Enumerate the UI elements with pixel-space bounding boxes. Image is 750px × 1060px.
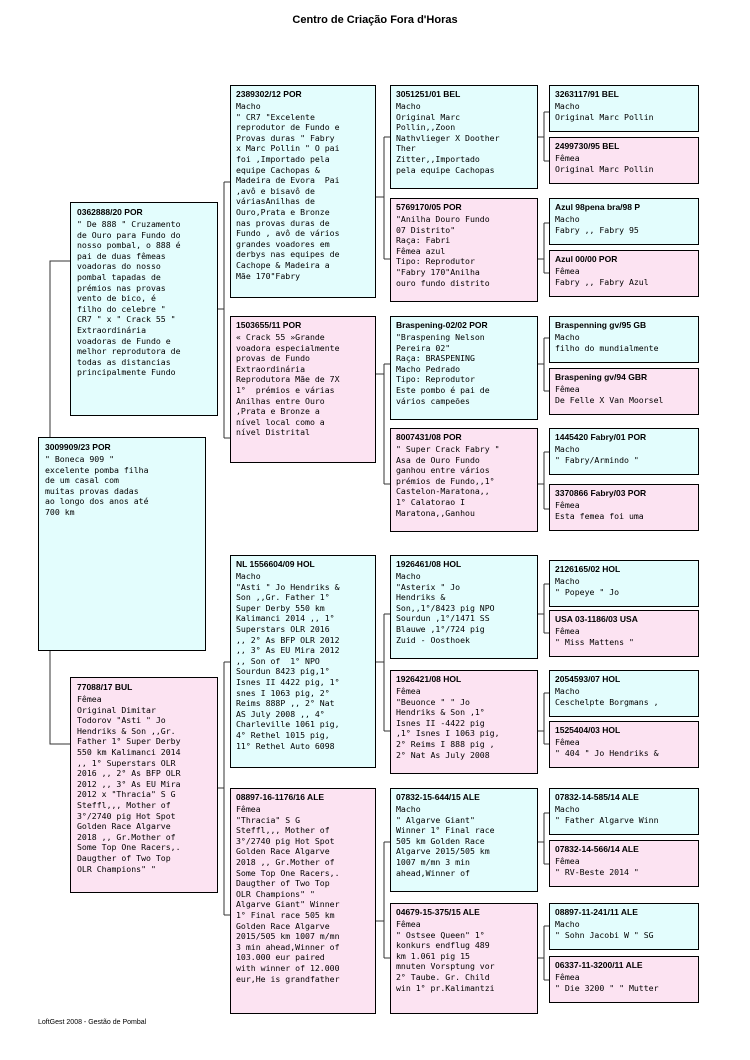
ring-number: 1503655/11 POR (236, 320, 302, 330)
pedigree-card-gen4 (549, 560, 699, 607)
pedigree-card-gen4 (549, 788, 699, 835)
ring-number: 1926421/08 HOL (396, 674, 462, 684)
bird-description: « Crack 55 »Grande voadora especialmente provas de Fundo Extraordinária Reprodutora Mãe de 7X 1° prémios e várias Anilhas entre Ouro ,Prata e Bronze a nível local como a nível Distrital (236, 332, 340, 438)
page-title: Centro de Criação Fora d'Horas (292, 14, 458, 26)
pedigree-card-gen4 (549, 368, 699, 415)
ring-number: 2389302/12 POR (236, 89, 302, 99)
ring-number: 3263117/91 BEL (555, 89, 619, 99)
ring-number: 06337-11-3200/11 ALE (555, 960, 643, 970)
footer-credit: LoftGest 2008 - Gestão de Pombal (38, 1019, 147, 1026)
bird-description: Macho " CR7 "Excelente reprodutor de Fundo e Provas duras " Fabry x Marc Pollin " O pai foi ,Importado pela equipe Cachopas & Madeira de Evora Pai ,avô e bisavô de váriasAnilhas de Ouro,Prata e Bronze nas provas duras de Fundo , avô de vários grandes voadores em derbys nas equipes de Cachope & Madeira a Mãe 170"Fabry (236, 101, 340, 281)
bird-description: " De 888 " Cruzamento de Ouro para Fundo do nosso pombal, o 888 é pai de duas fêmeas voadoras do nosso pombal tapadas de prémios nas provas vento de bico, é filho do celebre " CR7 " x " Crack 55 " Extraordinária voadoras de Fundo e melhor reprodutora de todas as distancias principalmente Fundo (77, 219, 181, 378)
bird-description: Fêmea " Die 3200 " " Mutter (555, 972, 659, 993)
bird-description: Fêmea De Felle X Van Moorsel (555, 384, 664, 405)
pedigree-card-gen3 (390, 316, 538, 420)
ring-number: 07832-14-566/14 ALE (555, 844, 639, 854)
bird-description: "Braspening Nelson Pereira 02" Raça: BRASPENING Macho Pedrado Tipo: Reprodutor Este pombo é pai de vários campeões (396, 332, 490, 406)
pedigree-card-gen4 (549, 250, 699, 297)
bird-description: Fêmea " 404 " Jo Hendriks & (555, 737, 659, 758)
ring-number: 08897-16-1176/16 ALE (236, 792, 325, 802)
pedigree-card-dam-sire (230, 555, 376, 768)
bird-description: Fêmea Original Dimitar Todorov "Asti " Jo Hendriks & Son ,,Gr. Father 1° Super Derby 550 km Kalimanci 2014 ,, 1° Superstars OLR 2016 ,, 2° As BFP OLR 2012 ,, 3° As EU Mira 2012 x "Thracia" S G Steffl,,, Mother of 3°/2740 pig Hot Spot Golden Race Algarve 2018 ,, Gr.Mother of Some Top One Racers,. Daugther of Two Top OLR Champions" " (77, 694, 181, 874)
pedigree-card-gen3 (390, 555, 538, 659)
ring-number: 3051251/01 BEL (396, 89, 461, 99)
ring-number: 3009909/23 POR (45, 442, 111, 452)
ring-number: 0362888/20 POR (77, 207, 143, 217)
ring-number: 8007431/08 POR (396, 432, 462, 442)
pedigree-card-subject (38, 437, 206, 651)
bird-description: Macho Fabry ,, Fabry 95 (555, 214, 639, 235)
pedigree-card-sire-dam (230, 316, 376, 463)
ring-number: Azul 00/00 POR (555, 254, 618, 264)
pedigree-card-gen4 (549, 840, 699, 887)
pedigree-card-gen4 (549, 484, 699, 531)
bird-description: "Anilha Douro Fundo 07 Distrito" Raça: Fabri Fêmea azul Tipo: Reprodutor "Fabry 170"Anilha ouro fundo distrito (396, 214, 490, 288)
ring-number: Braspening gv/94 GBR (555, 372, 648, 382)
ring-number: Braspenning gv/95 GB (555, 320, 647, 330)
ring-number: 2054593/07 HOL (555, 674, 621, 684)
bird-description: Macho " Sohn Jacobi W " SG (555, 919, 654, 940)
pedigree-card-gen3 (390, 670, 538, 774)
bird-description: Macho Original Marc Pollin,,Zoon Nathvlieger X Doother Ther Zitter,,Importado pela equipe Cachopas (396, 101, 500, 175)
bird-description: Macho "Asti " Jo Hendriks & Son ,,Gr. Father 1° Super Derby 550 km Kalimanci 2014 ,, 1° Superstars OLR 2016 ,, 2° As BFP OLR 2012 ,, 3° As EU Mira 2012 ,, Son of 1° NPO Sourdun 8423 pig,1° Isnes II 4422 pig, 1° snes I 1063 pig, 2° Reims 888P ,, 2° Nat AS July 2008 ,, 4° Charleville 1061 pig, 4° Rethel 1015 pig, 11° Rethel Auto 6098 (236, 571, 340, 751)
pedigree-card-gen4 (549, 428, 699, 475)
ring-number: Braspening-02/02 POR (396, 320, 488, 330)
pedigree-card-gen3 (390, 788, 538, 892)
bird-description: Fêmea Fabry ,, Fabry Azul (555, 266, 649, 287)
pedigree-card-gen4 (549, 903, 699, 950)
ring-number: 1525404/03 HOL (555, 725, 621, 735)
bird-description: Macho " Fabry/Armindo " (555, 444, 639, 465)
pedigree-card-gen4 (549, 85, 699, 132)
ring-number: 1926461/08 HOL (396, 559, 462, 569)
pedigree-card-sire (70, 202, 218, 416)
pedigree-card-dam-dam (230, 788, 376, 1014)
pedigree-card-gen4 (549, 721, 699, 768)
bird-description: Fêmea Original Marc Pollin (555, 153, 654, 174)
ring-number: 04679-15-375/15 ALE (396, 907, 480, 917)
pedigree-card-gen3 (390, 198, 538, 302)
ring-number: USA 03-1186/03 USA (555, 614, 638, 624)
ring-number: 07832-14-585/14 ALE (555, 792, 639, 802)
ring-number: 08897-11-241/11 ALE (555, 907, 638, 917)
ring-number: 5769170/05 POR (396, 202, 462, 212)
ring-number: NL 1556604/09 HOL (236, 559, 315, 569)
pedigree-card-gen4 (549, 670, 699, 717)
bird-description: Macho " Algarve Giant" Winner 1° Final race 505 km Golden Race Algarve 2015/505 km 1007 m/mn 3 min ahead,Winner of (396, 804, 495, 878)
bird-description: Macho filho do mundialmente (555, 332, 659, 353)
pedigree-card-gen4 (549, 956, 699, 1003)
pedigree-card-gen4 (549, 610, 699, 657)
bird-description: Macho " Father Algarve Winn (555, 804, 659, 825)
bird-description: " Super Crack Fabry " Asa de Ouro Fundo ganhou entre vários prémios de Fundo,,1° Castelon-Maratona,, 1° Calatorao I Maratona,,Ganhou (396, 444, 500, 518)
ring-number: 2126165/02 HOL (555, 564, 621, 574)
ring-number: 07832-15-644/15 ALE (396, 792, 480, 802)
bird-description: Macho Original Marc Pollin (555, 101, 654, 122)
bird-description: Fêmea " Ostsee Queen" 1° konkurs endflug 489 km 1.061 pig 15 mnuten Vorsptung vor 2° Taube. Gr. Child win 1° pr.Kalimantzi (396, 919, 495, 993)
pedigree-card-sire-sire (230, 85, 376, 298)
bird-description: Macho Ceschelpte Borgmans , (555, 686, 659, 707)
bird-description: Fêmea " RV-Beste 2014 " (555, 856, 639, 877)
pedigree-card-gen4 (549, 316, 699, 363)
bird-description: " Boneca 909 " excelente pomba filha de um casal com muitas provas dadas ao longo dos anos até 700 km (45, 454, 149, 517)
pedigree-card-gen3 (390, 903, 538, 1014)
pedigree-card-dam (70, 677, 218, 893)
bird-description: Fêmea "Thracia" S G Steffl,,, Mother of 3°/2740 pig Hot Spot Golden Race Algarve 2018 ,, Gr.Mother of Some Top One Racers,. Daugther of Two Top OLR Champions" " Algarve Giant" Winner 1° Final race 505 km Golden Race Algarve 2015/505 km 1007 m/mn 3 min ahead,Winner of 103.000 eur paired with winner of 12.000 eur,He is grandfather (236, 804, 340, 984)
bird-description: Fêmea Esta femea foi uma (555, 500, 644, 521)
bird-description: Macho " Popeye " Jo (555, 576, 620, 597)
bird-description: Fêmea "Beuonce " " Jo Hendriks & Son ,1° Isnes II -4422 pig ,1° Isnes I 1063 pig, 2° Reims I 888 pig , 2° Nat As July 2008 (396, 686, 500, 760)
pedigree-card-gen3 (390, 85, 538, 189)
pedigree-card-gen4 (549, 198, 699, 245)
ring-number: 3370866 Fabry/03 POR (555, 488, 647, 498)
bird-description: Fêmea " Miss Mattens " (555, 626, 634, 647)
bird-description: Macho "Asterix " Jo Hendriks & Son,,1°/8423 pig NPO Sourdun ,1°/1471 SS Blauwe ,1°/724 pig Zuid - Oosthoek (396, 571, 495, 645)
ring-number: Azul 98pena bra/98 P (555, 202, 641, 212)
pedigree-card-gen4 (549, 137, 699, 184)
pedigree-card-gen3 (390, 428, 538, 532)
ring-number: 2499730/95 BEL (555, 141, 620, 151)
ring-number: 1445420 Fabry/01 POR (555, 432, 647, 442)
ring-number: 77088/17 BUL (77, 682, 133, 692)
